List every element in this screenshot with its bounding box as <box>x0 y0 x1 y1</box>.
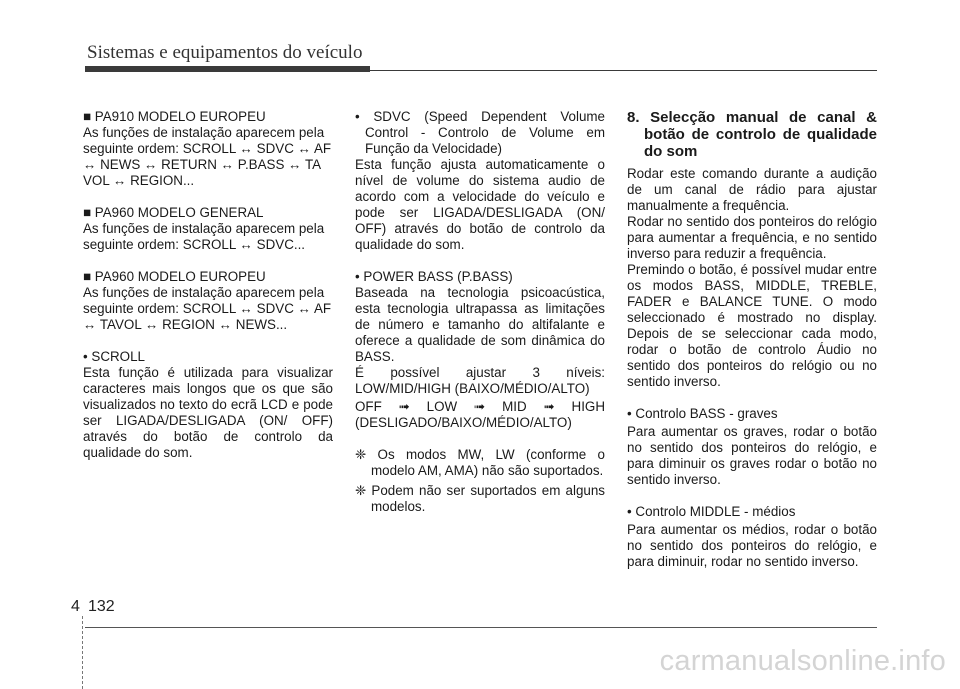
paragraph: Premindo o botão, é possível mudar entre os modos BASS, MIDDLE, TREBLE, FADER e BALANCE TUNE. O modo seleccionado é mostrado no display. Depois de se seleccionar cada modo, rodar o botão de controlo Áudio no sentido dos ponteiros do relógio ou no sentido inverso. <box>627 262 877 389</box>
header-rule <box>85 70 877 71</box>
paragraph: Para aumentar os médios, rodar o botão no sentido dos ponteiros do relógio, e para diminuir, rodar no sentido inverso. <box>627 522 877 569</box>
column-1 <box>83 109 333 461</box>
page-number: 132 <box>88 598 115 615</box>
note: ❈ Os modos MW, LW (conforme o modelo AM, AMA) não são suportados. <box>355 447 605 478</box>
paragraph: É possível ajustar 3 níveis: LOW/MID/HIGH (BAIXO/MÉDIO/ALTO) <box>355 365 605 396</box>
footer-rule <box>85 627 877 628</box>
paragraph: As funções de instalação aparecem pela seguinte ordem: SCROLL ↔ SDVC ↔ AF ↔ NEWS ↔ RETURN ↔ P.BASS ↔ TA VOL ↔ REGION... <box>83 125 332 188</box>
paragraph: As funções de instalação aparecem pela seguinte ordem: SCROLL ↔ SDVC... <box>83 221 325 252</box>
paragraph: Baseada na tecnologia psicoacústica, esta tecnologia ultrapassa as limitações de número e tamanho do altifalante e oferece a qualidade de som dinâmica do BASS. <box>355 285 605 364</box>
section-title: ■ PA960 MODELO EUROPEU <box>83 269 266 284</box>
section-heading: 8. Selecção manual de canal & botão de controlo de qualidade do som <box>627 109 877 160</box>
note: ❈ Podem não ser suportados em alguns modelos. <box>355 483 605 514</box>
paragraph: OFF ➟ LOW ➟ MID ➟ HIGH (DESLIGADO/BAIXO/MÉDIO/ALTO) <box>355 399 605 430</box>
section-title: • Controlo MIDDLE - médios <box>627 504 796 519</box>
paragraph: Rodar no sentido dos ponteiros do relógio para aumentar a frequência, e no sentido inverso para reduzir a frequência. <box>627 214 877 261</box>
watermark: carmanualsonline.info <box>659 645 946 677</box>
paragraph: Esta função ajusta automaticamente o nível de volume do sistema audio de acordo com a velocidade do veículo e pode ser LIGADA/DESLIGADA (ON/ OFF) através do botão de controlo da qualidade do som. <box>355 157 605 252</box>
section-title: ■ PA960 MODELO GENERAL <box>83 205 264 220</box>
paragraph: Rodar este comando durante a audição de um canal de rádio para ajustar manualmente a frequência. <box>627 166 877 213</box>
column-3 <box>627 109 877 570</box>
section-title: • SDVC (Speed Dependent Volume Control - Controlo de Volume em Função da Velocidade) <box>355 109 605 156</box>
section-title: ■ PA910 MODELO EUROPEU <box>83 109 266 124</box>
paragraph: Esta função é utilizada para visualizar caracteres mais longos que os que são visualizados no texto do ecrã LCD e pode ser LIGADA/DESLIGADA (ON/ OFF) através do botão de controlo da qualidade do som. <box>83 365 333 460</box>
page-header-title: Sistemas e equipamentos do veículo <box>87 42 363 63</box>
column-2 <box>355 109 605 515</box>
footer-divider <box>82 616 84 689</box>
paragraph: As funções de instalação aparecem pela seguinte ordem: SCROLL ↔ SDVC ↔ AF ↔ TAVOL ↔ REGION ↔ NEWS... <box>83 285 332 332</box>
section-title: • POWER BASS (P.BASS) <box>355 269 513 284</box>
paragraph: Para aumentar os graves, rodar o botão no sentido dos ponteiros do relógio, e para diminuir os graves rodar o botão no sentido inverso. <box>627 424 877 487</box>
section-title: • Controlo BASS - graves <box>627 406 778 421</box>
header-bar <box>85 66 370 72</box>
section-title: • SCROLL <box>83 349 145 364</box>
chapter-number: 4 <box>71 598 80 615</box>
